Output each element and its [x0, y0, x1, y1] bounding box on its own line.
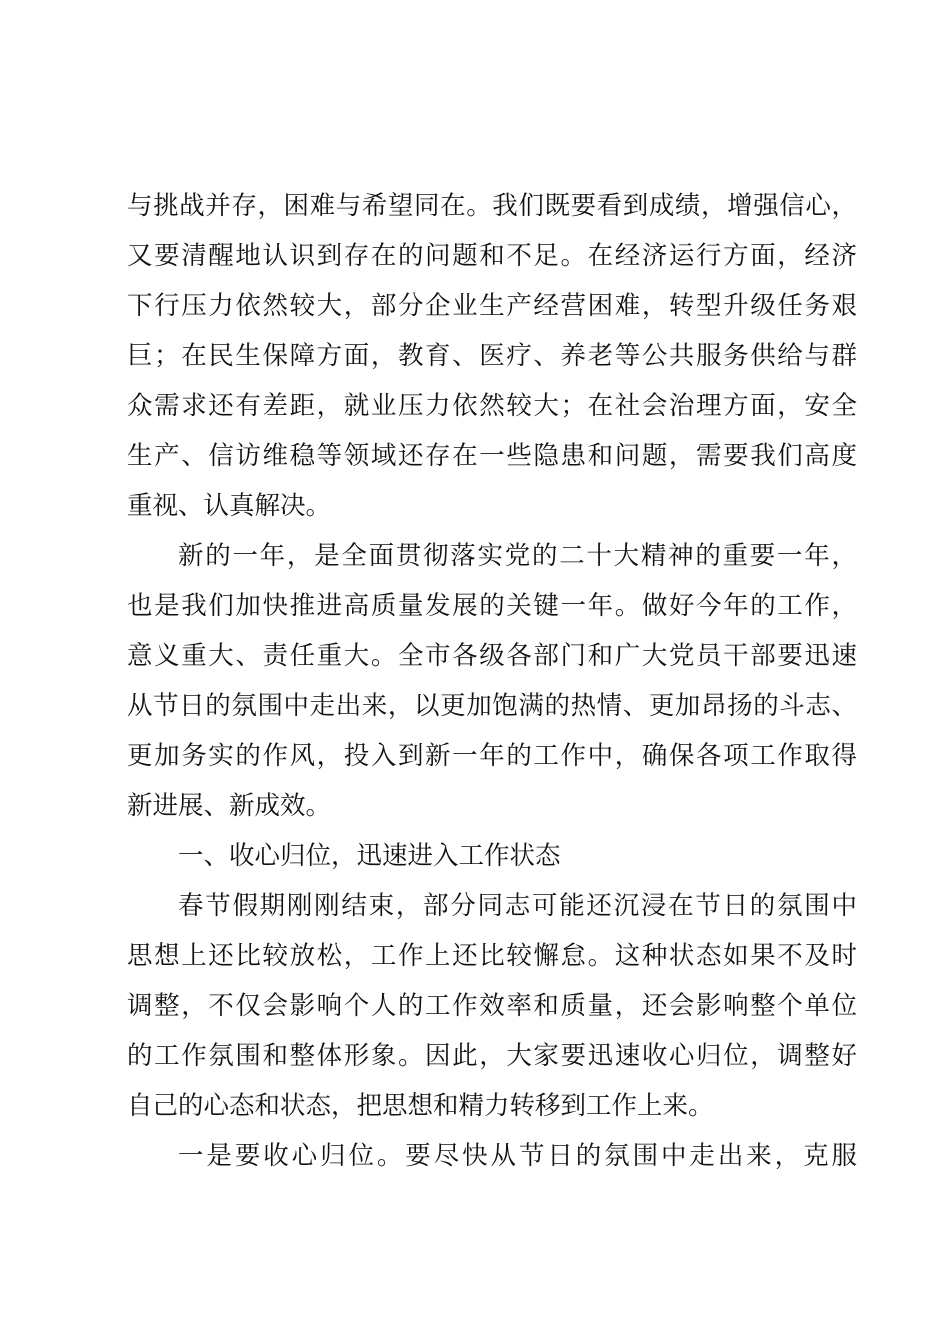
body-line: 更加务实的作风，投入到新一年的工作中，确保各项工作取得: [127, 741, 857, 771]
document-body: [127, 181, 857, 1181]
body-line: 意义重大、责任重大。全市各级各部门和广大党员干部要迅速: [127, 641, 857, 671]
body-line: 调整，不仅会影响个人的工作效率和质量，还会影响整个单位: [127, 991, 857, 1021]
body-line: 与挑战并存，困难与希望同在。我们既要看到成绩，增强信心，: [127, 191, 857, 221]
body-line: 生产、信访维稳等领域还存在一些隐患和问题，需要我们高度: [127, 441, 857, 471]
body-line: 从节日的氛围中走出来，以更加饱满的热情、更加昂扬的斗志、: [127, 691, 857, 721]
body-line: 自己的心态和状态，把思想和精力转移到工作上来。: [127, 1091, 714, 1121]
body-line: 下行压力依然较大，部分企业生产经营困难，转型升级任务艰: [127, 291, 857, 321]
body-line: 重视、认真解决。: [127, 491, 332, 521]
body-line: 又要清醒地认识到存在的问题和不足。在经济运行方面，经济: [127, 241, 857, 271]
body-line: 也是我们加快推进高质量发展的关键一年。做好今年的工作，: [127, 591, 857, 621]
section-heading: 一、收心归位，迅速进入工作状态: [178, 841, 561, 871]
body-line: 众需求还有差距，就业压力依然较大；在社会治理方面，安全: [127, 391, 857, 421]
body-line: 巨；在民生保障方面，教育、医疗、养老等公共服务供给与群: [127, 341, 857, 371]
body-line: 的工作氛围和整体形象。因此，大家要迅速收心归位，调整好: [127, 1041, 857, 1071]
body-line: 新进展、新成效。: [127, 791, 332, 821]
paragraph-first-line: 春节假期刚刚结束，部分同志可能还沉浸在节日的氛围中: [178, 891, 857, 921]
paragraph-first-line: 新的一年，是全面贯彻落实党的二十大精神的重要一年，: [178, 541, 857, 571]
paragraph-first-line: 一是要收心归位。要尽快从节日的氛围中走出来，克服: [178, 1141, 857, 1171]
body-line: 思想上还比较放松，工作上还比较懈怠。这种状态如果不及时: [127, 941, 857, 971]
